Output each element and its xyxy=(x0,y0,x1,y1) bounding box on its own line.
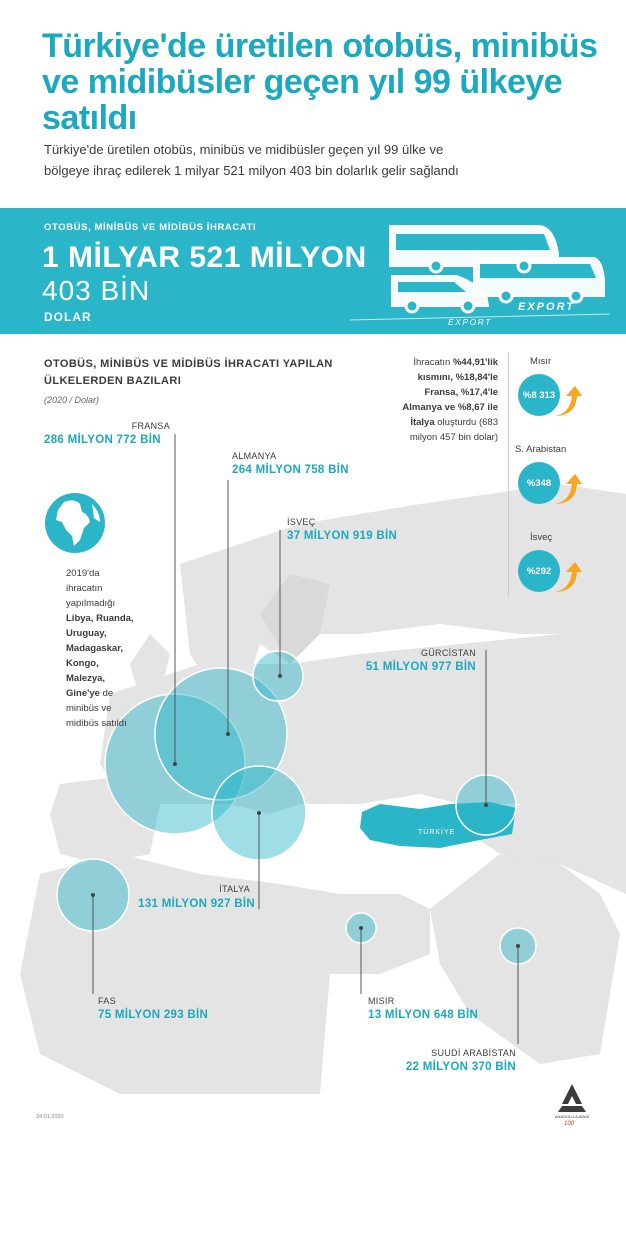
growth-badge-saudi: %348 xyxy=(518,462,560,504)
band-unit: DOLAR xyxy=(44,310,92,324)
export-map xyxy=(0,334,626,1154)
page-subtitle: Türkiye'de üretilen otobüs, minibüs ve midibüsler geçen yıl 99 ülke ve bölgeye ihraç edilerek 1 milyar 521 milyon 403 bin dolarlık gelir sağlandı xyxy=(44,142,459,178)
bus-illustration-icon xyxy=(340,214,620,329)
globe-icon xyxy=(44,492,106,554)
turkey-label: TÜRKİYE xyxy=(418,829,456,836)
growth-label-egypt: Mısır xyxy=(530,356,552,367)
divider-line xyxy=(508,352,509,597)
up-arrow-icon xyxy=(552,562,582,594)
country-name-france: FRANSA xyxy=(131,421,170,431)
country-name-egypt: MISIR xyxy=(368,996,395,1006)
new-markets-note: 2019'da ihracatın yapılmadığı Libya, Ruanda, Uruguay, Madagaskar, Kongo, Malezya, Gine'ye de minibüs ve midibüs satıldı xyxy=(66,568,134,729)
country-value-egypt: 13 MİLYON 648 BİN xyxy=(368,1009,479,1021)
share-note: İhracatın %44,91'lik kısmını, %18,84'le Fransa, %17,4'le Almanya ve %8,67 ile İtalya oluşturdu (683 milyon 457 bin dolar) xyxy=(402,357,498,443)
growth-label-saudi: S. Arabistan xyxy=(515,444,567,455)
country-name-georgia: GÜRCİSTAN xyxy=(420,648,476,658)
country-value-sweden: 37 MİLYON 919 BİN xyxy=(287,530,398,542)
country-name-saudi: SUUDİ ARABİSTAN xyxy=(431,1048,516,1058)
country-value-georgia: 51 MİLYON 977 BİN xyxy=(365,661,476,673)
anadolu-agency-logo-icon xyxy=(552,1082,592,1126)
band-label: OTOBÜS, MİNİBÜS VE MİDİBÜS İHRACATI xyxy=(44,222,257,233)
growth-label-sweden: İsveç xyxy=(530,532,553,543)
export-label-sub: EXPORT xyxy=(448,317,492,327)
section-unit: (2020 / Dolar) xyxy=(44,395,100,405)
growth-badge-egypt: %8 313 xyxy=(518,374,560,416)
up-arrow-icon xyxy=(552,386,582,418)
country-name-germany: ALMANYA xyxy=(232,451,277,461)
export-label-main: EXPORT xyxy=(518,301,576,313)
growth-badge-sweden: %292 xyxy=(518,550,560,592)
page-title: Türkiye'de üretilen otobüs, minibüs ve midibüsler geçen yıl 99 ülkeye satıldı xyxy=(42,27,598,137)
up-arrow-icon xyxy=(552,474,582,506)
country-name-sweden: İSVEÇ xyxy=(287,517,316,527)
country-name-italy: İTALYA xyxy=(219,884,250,894)
country-value-germany: 264 MİLYON 758 BİN xyxy=(232,464,349,476)
country-value-morocco: 75 MİLYON 293 BİN xyxy=(98,1009,209,1021)
country-name-morocco: FAS xyxy=(98,996,116,1006)
country-value-france: 286 MİLYON 772 BİN xyxy=(44,434,161,446)
svg-text:100: 100 xyxy=(564,1121,575,1126)
svg-text:ANADOLU AJANSI: ANADOLU AJANSI xyxy=(554,1114,590,1119)
country-value-italy: 131 MİLYON 927 BİN xyxy=(138,898,255,910)
footer-date: 24.01.2020 xyxy=(36,1114,64,1120)
section-title: OTOBÜS, MİNİBÜS VE MİDİBÜS İHRACATI YAPILAN ÜLKELERDEN BAZILARI xyxy=(44,358,333,387)
country-value-saudi: 22 MİLYON 370 BİN xyxy=(405,1061,516,1073)
band-total-big: 1 MİLYAR 521 MİLYON xyxy=(42,241,367,274)
band-total-mid: 403 BİN xyxy=(42,275,151,306)
